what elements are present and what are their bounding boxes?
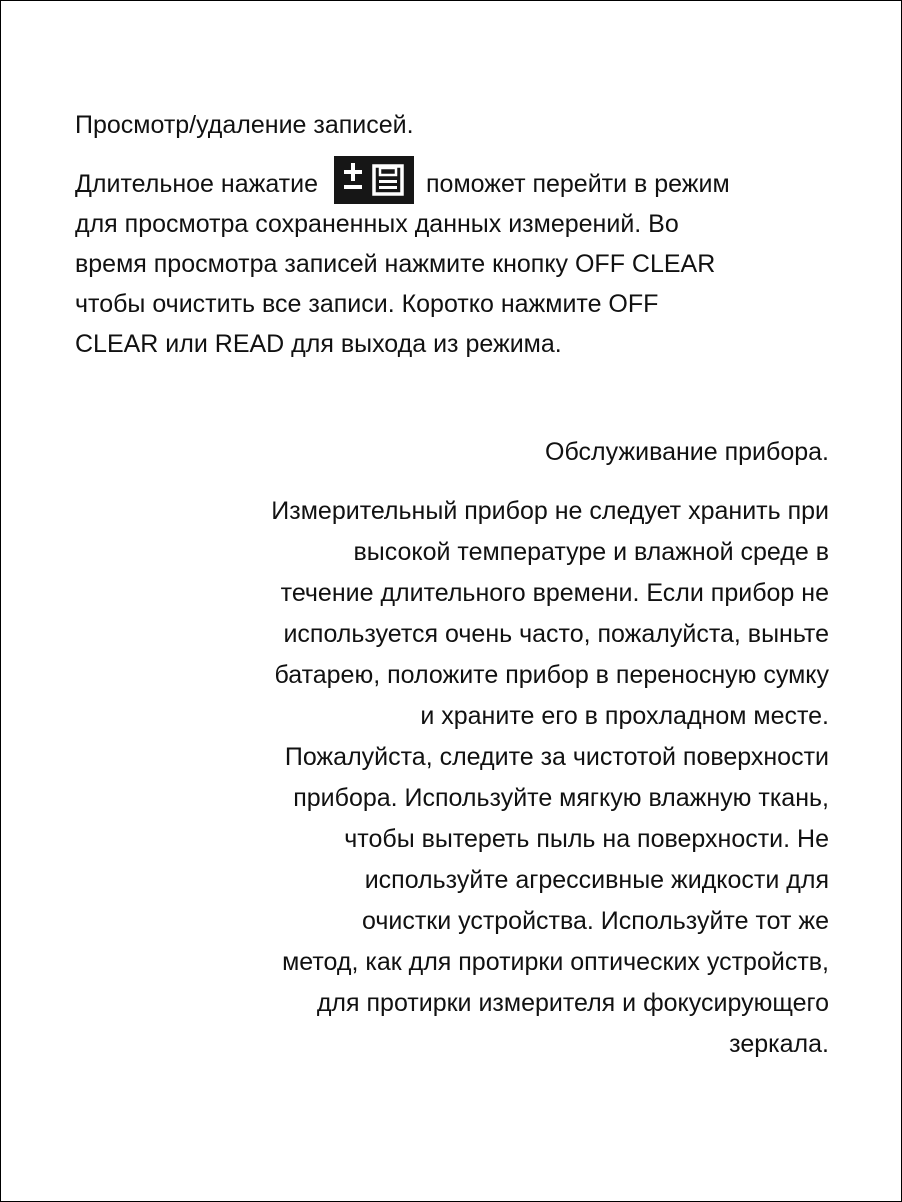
- records-paragraph: [75, 164, 845, 364]
- paragraph-line: используйте агрессивные жидкости для: [364, 866, 829, 894]
- plus-minus-save-icon: [334, 156, 414, 204]
- paragraph-line: чтобы вытереть пыль на поверхности. Не: [344, 825, 829, 853]
- section-heading-records: Просмотр/удаление записей.: [75, 111, 414, 139]
- section-heading-maintenance: Обслуживание прибора.: [545, 438, 829, 466]
- paragraph-line: для протирки измерителя и фокусирующего: [316, 989, 829, 1017]
- paragraph-line: батарею, положите прибор в переносную сумку: [274, 661, 829, 689]
- paragraph-line: и храните его в прохладном месте.: [420, 702, 829, 730]
- paragraph-line: высокой температуре и влажной среде в: [353, 538, 829, 566]
- text-before-icon: Длительное нажатие: [75, 170, 319, 198]
- paragraph-line: зеркала.: [729, 1030, 829, 1058]
- paragraph-line: чтобы очистить все записи. Коротко нажмите OFF: [75, 290, 659, 319]
- paragraph-line: метод, как для протирки оптических устройств,: [282, 948, 829, 976]
- paragraph-line: [75, 164, 845, 204]
- paragraph-line: очистки устройства. Используйте тот же: [361, 907, 829, 935]
- paragraph-line: CLEAR или READ для выхода из режима.: [75, 330, 562, 359]
- paragraph-line: для просмотра сохраненных данных измерений. Во: [75, 210, 679, 239]
- paragraph-line: Пожалуйста, следите за чистотой поверхности: [284, 743, 829, 771]
- paragraph-line: прибора. Используйте мягкую влажную ткань,: [293, 784, 829, 812]
- maintenance-paragraph: [149, 491, 829, 1065]
- paragraph-line: Измерительный прибор не следует хранить при: [271, 497, 829, 525]
- text-after-icon: поможет перейти в режим: [426, 170, 730, 198]
- paragraph-line: течение длительного времени. Если прибор не: [280, 579, 829, 607]
- paragraph-line: время просмотра записей нажмите кнопку OFF CLEAR: [75, 250, 716, 279]
- paragraph-line: используется очень часто, пожалуйста, выньте: [283, 620, 829, 648]
